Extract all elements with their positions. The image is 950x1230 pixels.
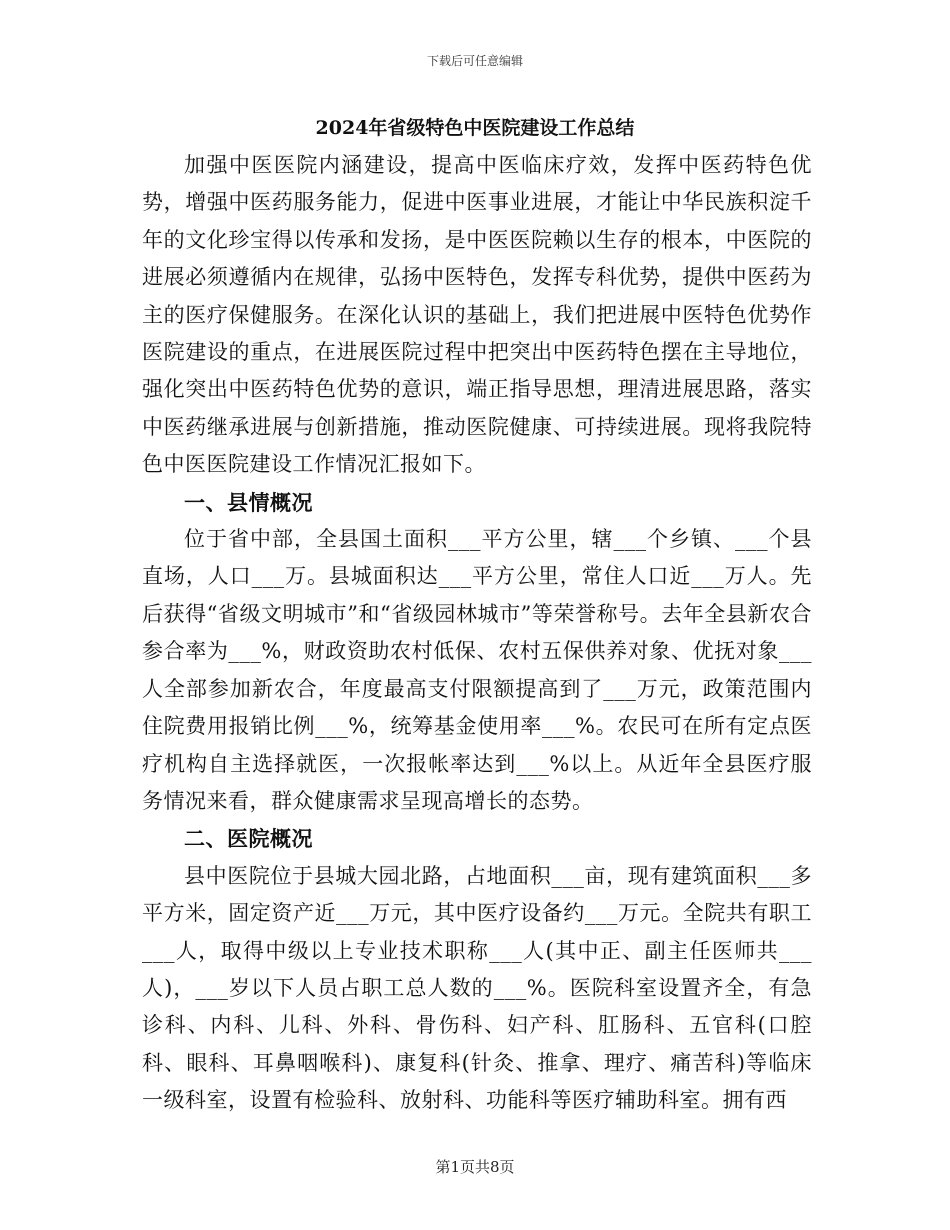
document-title: 2024年省级特色中医院建设工作总结 (315, 117, 635, 139)
intro-paragraph: 加强中医医院内涵建设，提高中医临床疗效，发挥中医药特色优势，增强中医药服务能力，促进中医事业进展，才能让中华民族积淀千年的文化珍宝得以传承和发扬，是中医医院赖以生存的根本，中医院的进展必须遵循内在规律，弘扬中医特色，发挥专科优势，提供中医药为主的医疗保健服务。在深化认识的基础上，我们把进展中医特色优势作医院建设的重点，在进展医院过程中把突出中医药特色摆在主导地位，强化突出中医药特色优势的意识，端正指导思想，理清进展思路，落实中医药继承进展与创新措施，推动医院健康、可持续进展。现将我院特色中医医院建设工作情况汇报如下。 (142, 153, 812, 477)
header-note: 下载后可任意编辑 (426, 54, 523, 68)
section-heading-county: 一、县情概况 (184, 489, 313, 515)
document-body (142, 147, 812, 1120)
section-heading-hospital: 二、医院概况 (184, 826, 313, 852)
hospital-paragraph: 县中医院位于县城大园北路，占地面积___亩，现有建筑面积___多平方米，固定资产近___万元，其中医疗设备约___万元。全院共有职工___人，取得中级以上专业技术职称___人(其中正、副主任医师共___人)，___岁以下人员占职工总人数的___%。医院科室设置齐全，有急诊科、内科、儿科、外科、骨伤科、妇产科、肛肠科、五官科(口腔科、眼科、耳鼻咽喉科)、康复科(针灸、推拿、理疗、痛苦科)等临床一级科室，设置有检验科、放射科、功能科等医疗辅助科室。拥有西 (142, 863, 812, 1113)
county-paragraph: 位于省中部，全县国土面积___平方公里，辖___个乡镇、___个县直场，人口___万。县城面积达___平方公里，常住人口近___万人。先后获得“省级文明城市”和“省级园林城市”等荣誉称号。去年全县新农合参合率为___%，财政资助农村低保、农村五保供养对象、优抚对象___人全部参加新农合，年度最高支付限额提高到了___万元，政策范围内住院费用报销比例___%，统筹基金使用率___%。农民可在所有定点医疗机构自主选择就医，一次报帐率达到___%以上。从近年全县医疗服务情况来看，群众健康需求呈现高增长的态势。 (142, 527, 812, 813)
page-number: 第1页共8页 (435, 1158, 515, 1176)
